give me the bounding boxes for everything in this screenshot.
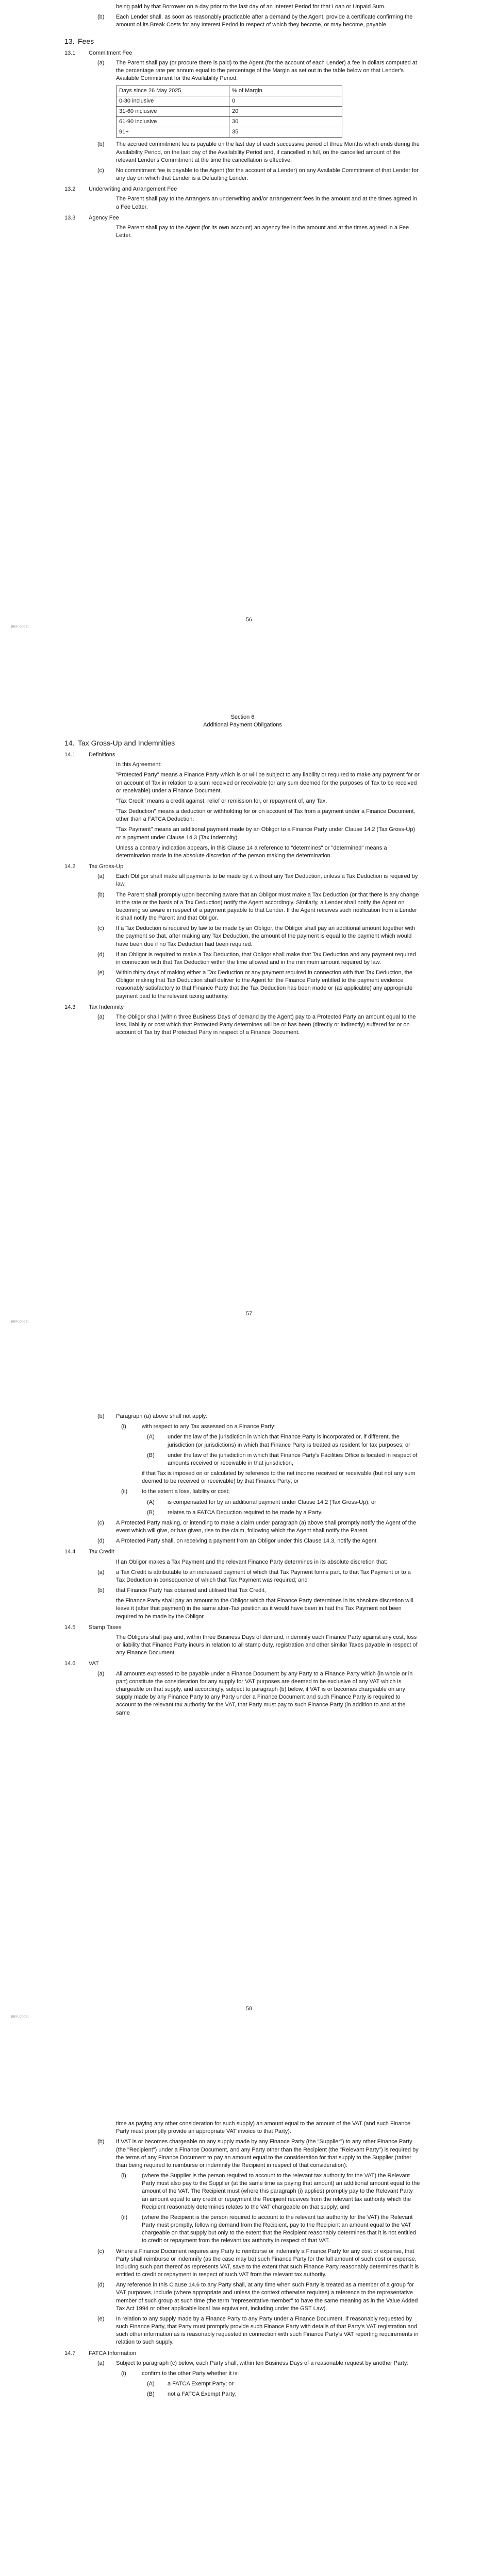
section-title: Fees: [78, 37, 94, 45]
item-marker: (c): [97, 925, 104, 932]
item-marker: (c): [97, 2248, 104, 2255]
item-marker: (a): [97, 1013, 105, 1020]
definition: "Tax Credit" means a credit against, relief or remission for, or repayment of, any Tax.: [116, 798, 327, 804]
paragraph: time as paying any other consideration for such supply) an amount equal to the amount of the VAT (and such Finance Party must promptly provide an appropriate VAT invoice to that Party).: [116, 2121, 411, 2135]
item-text: Paragraph (a) above shall not apply:: [116, 1413, 208, 1419]
subsection-number: 13.3: [64, 214, 76, 221]
clause-subsubitem: [64, 1509, 421, 1517]
definition: "Tax Deduction" means a deduction or withholding for or on account of Tax from a payment under a Finance Document, other than a FATCA Deduction.: [116, 808, 416, 823]
paragraph: The Parent shall pay to the Agent (for its own account) an agency fee in the amount and at the times agreed in a Fee Letter.: [116, 224, 409, 239]
table-cell: 20: [229, 106, 342, 116]
clause-item: [64, 1537, 421, 1545]
table-row: [117, 127, 342, 138]
item-marker: (b): [97, 14, 105, 21]
item-marker: (B): [147, 1452, 155, 1459]
clause-item: [64, 141, 421, 164]
item-marker: (e): [97, 2315, 105, 2322]
paragraph: If an Obligor makes a Tax Payment and the relevant Finance Party determines in its absolute discretion that:: [116, 1558, 388, 1565]
clause-item: [64, 13, 421, 29]
item-marker: (a): [97, 873, 105, 880]
section-heading: [64, 738, 421, 748]
clause-subsubitem: [64, 2380, 421, 2388]
clause-item: [64, 1013, 421, 1037]
section-title: Tax Gross-Up and Indemnities: [78, 738, 175, 747]
paragraph: The Parent shall pay to the Arrangers an underwriting and/or arrangement fees in the amount and at the times agreed in a Fee Letter.: [116, 196, 417, 210]
item-marker: (A): [147, 2381, 155, 2387]
item-marker: (i): [121, 2370, 126, 2377]
item-text: If a Tax Deduction is required by law to be made by an Obligor, the Obligor shall pay an additional amount together with the payment so that, after making any Tax Deduction, the amount of the payment is equal to the payment which would have been due if no Tax Deduction had been required.: [116, 925, 416, 947]
subsection-title: VAT: [89, 1660, 99, 1667]
item-text: Where a Finance Document requires any Party to reimburse or indemnify a Finance Party for any cost or expense, that Party shall reimburse or indemnify (as the case may be) such Finance Party for the full amount of such cost or expense, including such part thereof as represents VAT, save to the extent that such Finance Party reasonably determines that it is entitled to credit or repayment in respect of such VAT from the relevant tax authority.: [116, 2248, 419, 2278]
item-marker: (d): [97, 1538, 105, 1545]
item-marker: (d): [97, 2282, 105, 2289]
table-cell: 30: [229, 117, 342, 127]
item-text: A Protected Party making, or intending to make a claim under paragraph (a) above shall promptly notify the Agent of the event which will give, or has given, rise to the claim, following which the Agent shall notify the Parent.: [116, 1519, 417, 1534]
subsection-title: Tax Gross-Up: [89, 863, 124, 870]
clause-item: [64, 951, 421, 967]
document-page-59: [0, 2110, 498, 2576]
table-row: [117, 106, 342, 116]
item-marker: (b): [97, 1587, 105, 1594]
subsection-title: Stamp Taxes: [89, 1624, 122, 1631]
item-text: with respect to any Tax assessed on a Finance Party:: [142, 1423, 276, 1430]
table-cell: 0-30 inclusive: [117, 96, 229, 106]
item-text: not a FATCA Exempt Party;: [168, 2391, 237, 2398]
subsection-title: Underwriting and Arrangement Fee: [89, 186, 177, 193]
item-text: All amounts expressed to be payable under a Finance Document by any Party to a Finance Party which (in whole or in part) constitute the consideration for any supply for VAT purposes are deemed to be exclusive of any VAT which is chargeable on that supply, and accordingly, subject to paragraph (b) below, if VAT is or becomes chargeable on any supply made by any Finance Party to any Party under a Finance Document and such Finance Party is required to account to the relevant tax authority for the VAT, that Party must pay to such Finance Party (in addition to and at the same: [116, 1670, 413, 1716]
clause-item: [64, 1413, 421, 1420]
item-marker: (i): [121, 2173, 126, 2179]
item-text: The Parent shall promptly upon becoming aware that an Obligor must make a Tax Deduction (or that there is any change in the rate or the basis of a Tax Deduction) notify the Agent accordingly. Similarly, a Lender shall notify the Agent on becoming so aware in respect of a payment payable to that Lender. If the Agent receives such notification from a Lender it shall notify the Parent and that Obligor.: [116, 891, 419, 922]
clause-item: [64, 2248, 421, 2279]
table-header-cell: Days since 26 May 2025: [117, 86, 229, 96]
item-text: The Obligor shall (within three Business Days of demand by the Agent) pay to a Protected Party an amount equal to the loss, liability or cost which that Protected Party determines will be or has been (directly or indirectly) suffered for or on account of Tax by that Protected Party in respect of a Finance Document.: [116, 1013, 416, 1036]
subsection-number: 14.7: [64, 2350, 76, 2357]
clause-subitem: [64, 1488, 421, 1496]
subsection-heading: [64, 214, 421, 222]
item-text: Each Lender shall, as soon as reasonably practicable after a demand by the Agent, provide a certificate confirming the amount of its Break Costs for any Interest Period in respect of which they become, or may become, payable.: [116, 14, 413, 28]
clause-item: [64, 969, 421, 1001]
clause-subsubitem: [64, 1452, 421, 1467]
item-marker: (ii): [121, 2214, 128, 2221]
page-59-body: [64, 2120, 421, 2401]
clause-item: [64, 1569, 421, 1584]
subsection-number: 13.2: [64, 186, 76, 193]
subsection-heading: [64, 1004, 421, 1011]
subsection-number: 14.2: [64, 863, 76, 870]
item-marker: (c): [97, 167, 104, 174]
subsection-number: 13.1: [64, 49, 76, 56]
subsection-number: 14.1: [64, 752, 76, 758]
table-cell: 91+: [117, 127, 229, 138]
clause-item: [64, 2138, 421, 2170]
document-reference: [REF_CODE]: [11, 2015, 29, 2019]
clause-subitem: [64, 2172, 421, 2211]
document-page-58: [0, 1406, 498, 2110]
table-cell: 61-90 inclusive: [117, 117, 229, 127]
subsection-title: Tax Credit: [89, 1549, 114, 1555]
section-title-block: [64, 714, 421, 729]
item-text: that Finance Party has obtained and utilised that Tax Credit,: [116, 1587, 266, 1594]
subsection-title: Commitment Fee: [89, 49, 132, 56]
subsection-heading: [64, 863, 421, 871]
item-marker: (A): [147, 1499, 155, 1505]
clause-item: [64, 873, 421, 888]
subsection-number: 14.3: [64, 1004, 76, 1010]
section-number: 13.: [64, 37, 75, 45]
item-text: to the extent a loss, liability or cost;: [142, 1488, 230, 1495]
subsection-heading: [64, 49, 421, 57]
item-marker: (B): [147, 1509, 155, 1516]
item-text: is compensated for by an additional payment under Clause 14.2 (Tax Gross-Up); or: [168, 1499, 376, 1505]
item-marker: (c): [97, 1519, 104, 1526]
table-cell: 0: [229, 96, 342, 106]
item-marker: (b): [97, 141, 105, 148]
item-marker: (d): [97, 951, 105, 958]
clause-item: [64, 59, 421, 83]
item-text: relates to a FATCA Deduction required to be made by a Party.: [168, 1509, 323, 1516]
item-marker: (e): [97, 970, 105, 976]
section-caption: Additional Payment Obligations: [203, 721, 282, 728]
item-marker: (B): [147, 2391, 155, 2398]
document-reference: [REF_CODE]: [11, 625, 29, 629]
clause-subsubitem: [64, 2391, 421, 2398]
clause-item: [64, 167, 421, 182]
item-marker: (b): [97, 2139, 105, 2145]
item-text: (where the Supplier is the person required to account to the relevant tax authority for the VAT) the Relevant Party must also pay to the Supplier (at the same time as paying that amount) an additional amount equal to the amount of the VAT. The Recipient must (where this paragraph (i) applies) promptly pay to the Relevant Party an amount equal to any credit or repayment the Recipient receives from the relevant tax authority which the Recipient reasonably determines relates to the VAT chargeable on that supply; and: [142, 2173, 420, 2210]
section-number: 14.: [64, 738, 75, 747]
item-text: a FATCA Exempt Party; or: [168, 2381, 234, 2387]
paragraph: The Obligors shall pay and, within three Business Days of demand, indemnify each Finance Party against any cost, loss or liability that Finance Party incurs in relation to all stamp duty, registration and other similar Taxes payable in respect of any Finance Document.: [116, 1634, 418, 1656]
page-58-body: [64, 1413, 421, 1720]
item-text: The Parent shall pay (or procure there is paid) to the Agent (for the account of each Lender) a fee in dollars computed at the percentage rate per annum equal to the percentage of the Margin as set out in the table below on that Lender's Available Commitment for the Availability Period:: [116, 60, 417, 82]
subsection-title: Definitions: [89, 752, 115, 758]
item-marker: (ii): [121, 1488, 128, 1495]
table-cell: 35: [229, 127, 342, 138]
clause-subitem: [64, 2370, 421, 2378]
table-header-cell: % of Margin: [229, 86, 342, 96]
definition: "Protected Party" means a Finance Party which is or will be subject to any liability or required to make any payment for or on account of Tax in relation to a sum received or receivable (or any sum deemed for the purposes of Tax to be received or receivable) under a Finance Document.: [116, 772, 420, 794]
item-text: If VAT is or becomes chargeable on any supply made by any Finance Party (the "Supplier") to any other Finance Party (the "Recipient") under a Finance Document, and any Party other than the Recipient (the "Relevant Party") is required by the terms of any Finance Document to pay an amount equal to the consideration for that supply to the Supplier (rather than being required to reimburse or indemnify the Recipient in respect of that consideration):: [116, 2139, 419, 2168]
subsection-number: 14.5: [64, 1624, 76, 1631]
item-text: under the law of the jurisdiction in which that Finance Party's Facilities Office is located in respect of amounts received or receivable in that jurisdiction,: [168, 1452, 418, 1466]
item-text: Within thirty days of making either a Tax Deduction or any payment required in connection with that Tax Deduction, the Obligor making that Tax Deduction shall deliver to the Agent for the Finance Party entitled to the payment evidence reasonably satisfactory to that Finance Party that the Tax Deduction has been made or (as applicable) any appropriate payment paid to the relevant taxing authority.: [116, 970, 413, 999]
margin-table: [116, 86, 342, 138]
table-cell: 31-60 inclusive: [117, 106, 229, 116]
page-number: 58: [245, 2006, 253, 2012]
item-text: No commitment fee is payable to the Agent (for the account of a Lender) on any Available Commitment of that Lender for any day on which that Lender is a Defaulting Lender.: [116, 167, 419, 182]
clause-item: [64, 2360, 421, 2367]
clause-item: [64, 1519, 421, 1535]
subsection-title: Agency Fee: [89, 214, 119, 221]
subsection-title: FATCA Information: [89, 2350, 137, 2357]
item-marker: (a): [97, 60, 105, 66]
paragraph: if that Tax is imposed on or calculated by reference to the net income received or receivable (but not any sum deemed to be received or receivable) by that Finance Party; or: [142, 1470, 416, 1485]
section-heading: [64, 37, 421, 46]
item-text: a Tax Credit is attributable to an increased payment of which that Tax Payment forms part, to that Tax Payment or to a Tax Deduction in consequence of which that Tax Payment was required; and: [116, 1569, 411, 1583]
paragraph: Unless a contrary indication appears, in this Clause 14 a reference to "determines" or "determined" means a determination made in the absolute discretion of the person making the determination.: [116, 844, 387, 859]
page-number: 56: [245, 617, 253, 623]
paragraph: In this Agreement:: [116, 761, 162, 768]
clause-item: [64, 925, 421, 948]
document-reference: [REF_CODE]: [11, 1320, 29, 1324]
clause-item: [64, 1587, 421, 1595]
item-marker: (A): [147, 1434, 155, 1440]
document-page-56: [0, 0, 498, 703]
subsection-heading: [64, 751, 421, 759]
clause-subitem: [64, 1423, 421, 1431]
table-header-row: [117, 86, 342, 96]
item-marker: (a): [97, 2360, 105, 2366]
item-marker: (b): [97, 891, 105, 898]
page-57-body: [64, 714, 421, 1040]
clause-item: [64, 1670, 421, 1717]
item-marker: (a): [97, 1569, 105, 1575]
subsection-number: 14.4: [64, 1549, 76, 1555]
subsection-heading: [64, 185, 421, 193]
definition: "Tax Payment" means an additional payment made by an Obligor to a Finance Party under Clause 14.2 (Tax Gross-Up) or a payment under Clause 14.3 (Tax Indemnity).: [116, 826, 416, 841]
item-text: In relation to any supply made by a Finance Party to any Party under a Finance Document, if reasonably requested by such Finance Party, that Party must promptly provide such Finance Party with details of that Party's VAT registration and such other information as is reasonably requested in connection with such Finance Party's VAT reporting requirements in relation to such supply.: [116, 2315, 419, 2346]
subsection-heading: [64, 1660, 421, 1668]
item-text: If an Obligor is required to make a Tax Deduction, that Obligor shall make that Tax Deduction and any payment required in connection with that Tax Deduction within the time allowed and in the minimum amount required by law.: [116, 951, 416, 965]
item-text: Subject to paragraph (c) below, each Party shall, within ten Business Days of a reasonable request by another Party:: [116, 2360, 409, 2366]
subsection-number: 14.6: [64, 1660, 76, 1667]
clause-subsubitem: [64, 1499, 421, 1506]
item-text: Any reference in this Clause 14.6 to any Party shall, at any time when such Party is treated as a member of a group for VAT purposes, include (where appropriate and unless the context otherwise requires) a reference to the representative member of such group at such time (the term "representative member" to have the same meaning as in the Value Added Tax Act 1994 or other applicable local law equivalent, including under the GST Law).: [116, 2282, 418, 2312]
subsection-heading: [64, 2350, 421, 2358]
table-row: [117, 96, 342, 106]
clause-subitem: [64, 2214, 421, 2245]
clause-item: [64, 891, 421, 923]
item-text: A Protected Party shall, on receiving a payment from an Obligor under this Clause 14.3, notify the Agent.: [116, 1538, 378, 1545]
subsection-title: Tax Indemnity: [89, 1004, 124, 1010]
subsection-heading: [64, 1548, 421, 1556]
paragraph: being paid by that Borrower on a day prior to the last day of an Interest Period for that Loan or Unpaid Sum.: [116, 4, 386, 10]
item-text: confirm to the other Party whether it is:: [142, 2370, 239, 2377]
section-label: Section 6: [230, 714, 255, 720]
item-marker: (b): [97, 1413, 105, 1419]
item-text: (where the Recipient is the person required to account to the relevant tax authority for the VAT) the Relevant Party must promptly, following demand from the Recipient, pay to the Recipient an amount equal to the VAT chargeable on that supply but only to the extent that the Recipient reasonably determines that it is not entitled to credit or repayment from the relevant tax authority in respect of that VAT.: [142, 2214, 417, 2244]
page-56-body: [64, 3, 421, 242]
table-row: [117, 117, 342, 127]
paragraph: the Finance Party shall pay an amount to the Obligor which that Finance Party determines in its absolute discretion will leave it (after that payment) in the same after-Tax position as it would have been in had the Tax Payment not been required to be made by the Obligor.: [116, 1598, 413, 1620]
item-text: under the law of the jurisdiction in which that Finance Party is incorporated or, if different, the jurisdiction (or jurisdictions) in which that Finance Party is treated as resident for tax purposes; or: [168, 1434, 410, 1448]
document-page-57: [0, 703, 498, 1406]
item-text: Each Obligor shall make all payments to be made by it without any Tax Deduction, unless a Tax Deduction is required by law.: [116, 873, 418, 888]
page-number: 57: [245, 1311, 253, 1317]
clause-subsubitem: [64, 1433, 421, 1449]
subsection-heading: [64, 1624, 421, 1632]
item-marker: (a): [97, 1670, 105, 1677]
item-marker: (i): [121, 1423, 126, 1430]
clause-item: [64, 2281, 421, 2313]
clause-item: [64, 2315, 421, 2347]
item-text: The accrued commitment fee is payable on the last day of each successive period of three Months which ends during the Availability Period, on the last day of the Availability Period and, if cancelled in full, on the cancelled amount of the relevant Lender's Commitment at the time the cancellation is effective.: [116, 141, 420, 163]
